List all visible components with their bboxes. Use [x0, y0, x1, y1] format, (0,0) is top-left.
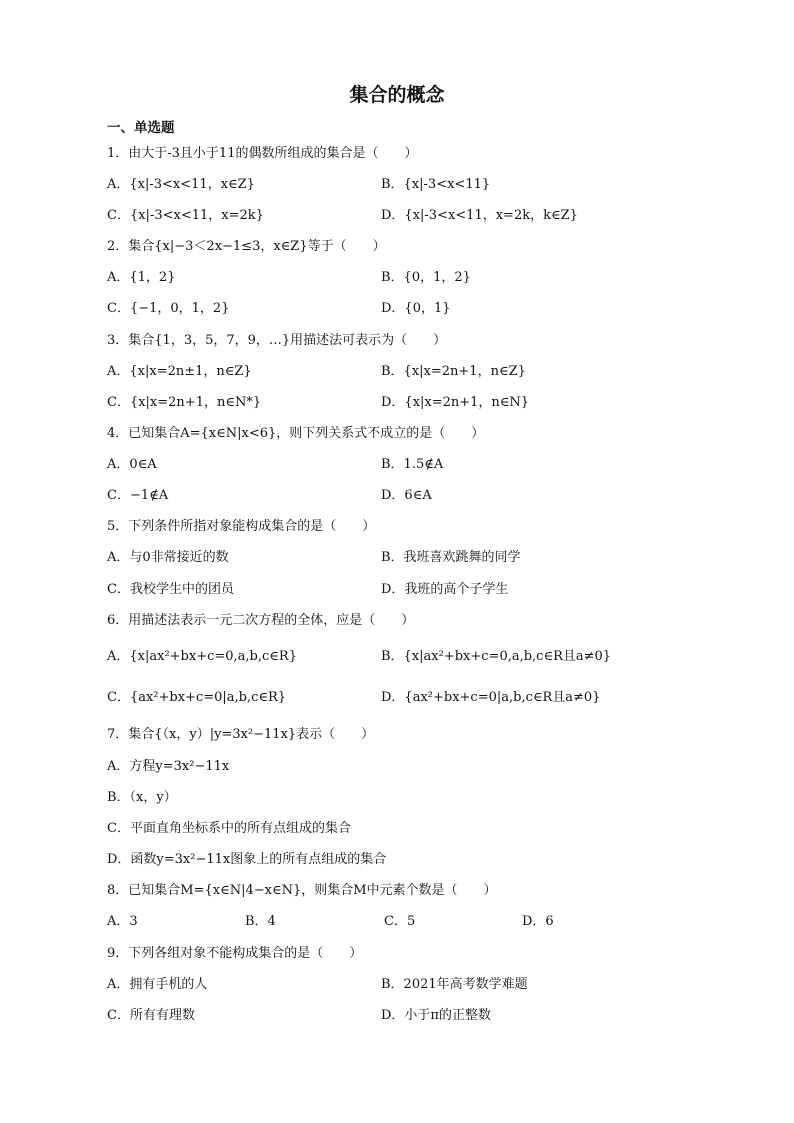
question-8-stem: 8．已知集合M={x∈N|4−x∈N}，则集合M中元素个数是（ ） — [107, 883, 497, 898]
question-6-option-d: D．{ax²+bx+c=0|a,b,c∈R且a≠0} — [381, 690, 601, 705]
question-8-option-c: C．5 — [384, 914, 416, 929]
question-5-option-c: C．我校学生中的团员 — [107, 582, 234, 597]
question-5-option-b: B．我班喜欢跳舞的同学 — [381, 550, 521, 565]
question-2-option-a: A．{1，2} — [107, 270, 176, 285]
question-5-option-d: D．我班的高个子学生 — [381, 582, 509, 597]
question-3-option-a: A．{x|x=2n±1，n∈Z} — [107, 364, 252, 379]
question-4-option-c: C．−1∉A — [107, 488, 169, 503]
question-3-option-c: C．{x|x=2n+1，n∈N*} — [107, 395, 262, 410]
question-4-option-b: B．1.5∉A — [381, 457, 444, 472]
question-9-option-a: A．拥有手机的人 — [107, 977, 208, 992]
question-3-option-d: D．{x|x=2n+1，n∈N} — [381, 395, 530, 410]
question-1-option-c: C．{x|-3<x<11，x=2k} — [107, 208, 264, 223]
question-9-option-d: D．小于π的正整数 — [381, 1008, 491, 1023]
question-5-stem: 5．下列条件所指对象能构成集合的是（ ） — [107, 519, 376, 534]
question-6-option-b: B．{x|ax²+bx+c=0,a,b,c∈R且a≠0} — [381, 649, 612, 664]
question-1-option-a: A．{x|-3<x<11，x∈Z} — [107, 177, 255, 192]
question-8-option-d: D．6 — [522, 914, 554, 929]
question-6-stem: 6．用描述法表示一元二次方程的全体，应是（ ） — [107, 613, 415, 628]
question-4-stem: 4．已知集合A={x∈N|x<6}，则下列关系式不成立的是（ ） — [107, 426, 485, 441]
question-2-option-b: B．{0，1，2} — [381, 270, 471, 285]
question-3-option-b: B．{x|x=2n+1，n∈Z} — [381, 364, 526, 379]
question-2-option-c: C．{−1，0，1，2} — [107, 301, 230, 316]
question-7-option-a: A．方程y=3x²−11x — [107, 759, 230, 774]
question-4-option-d: D．6∈A — [381, 488, 432, 503]
question-9-option-c: C．所有有理数 — [107, 1008, 195, 1023]
question-6-option-c: C．{ax²+bx+c=0|a,b,c∈R} — [107, 690, 287, 705]
question-7-option-b: B．（x，y） — [107, 790, 177, 805]
question-7-option-d: D．函数y=3x²−11x图象上的所有点组成的集合 — [107, 852, 387, 867]
question-1-option-b: B．{x|-3<x<11} — [381, 177, 491, 192]
question-6-option-a: A．{x|ax²+bx+c=0,a,b,c∈R} — [107, 649, 297, 664]
question-1-stem: 1．由大于-3且小于11的偶数所组成的集合是（ ） — [107, 146, 418, 161]
question-9-option-b: B．2021年高考数学难题 — [381, 977, 528, 992]
question-1-option-d: D．{x|-3<x<11，x=2k，k∈Z} — [381, 208, 578, 223]
question-8-option-b: B．4 — [245, 914, 276, 929]
question-2-stem: 2．集合{x|−3＜2x−1≤3，x∈Z}等于（ ） — [107, 239, 386, 254]
question-8-option-a: A．3 — [107, 914, 138, 929]
question-4-option-a: A．0∈A — [107, 457, 157, 472]
question-9-stem: 9．下列各组对象不能构成集合的是（ ） — [107, 946, 363, 961]
question-5-option-a: A．与0非常接近的数 — [107, 550, 229, 565]
document-title: 集合的概念 — [349, 84, 445, 106]
question-2-option-d: D．{0，1} — [381, 301, 451, 316]
section-heading: 一、单选题 — [107, 120, 175, 136]
question-7-stem: 7．集合{（x，y）|y=3x²−11x}表示（ ） — [107, 727, 375, 742]
question-3-stem: 3．集合{1，3，5，7，9，…}用描述法可表示为（ ） — [107, 333, 447, 348]
question-7-option-c: C．平面直角坐标系中的所有点组成的集合 — [107, 821, 351, 836]
